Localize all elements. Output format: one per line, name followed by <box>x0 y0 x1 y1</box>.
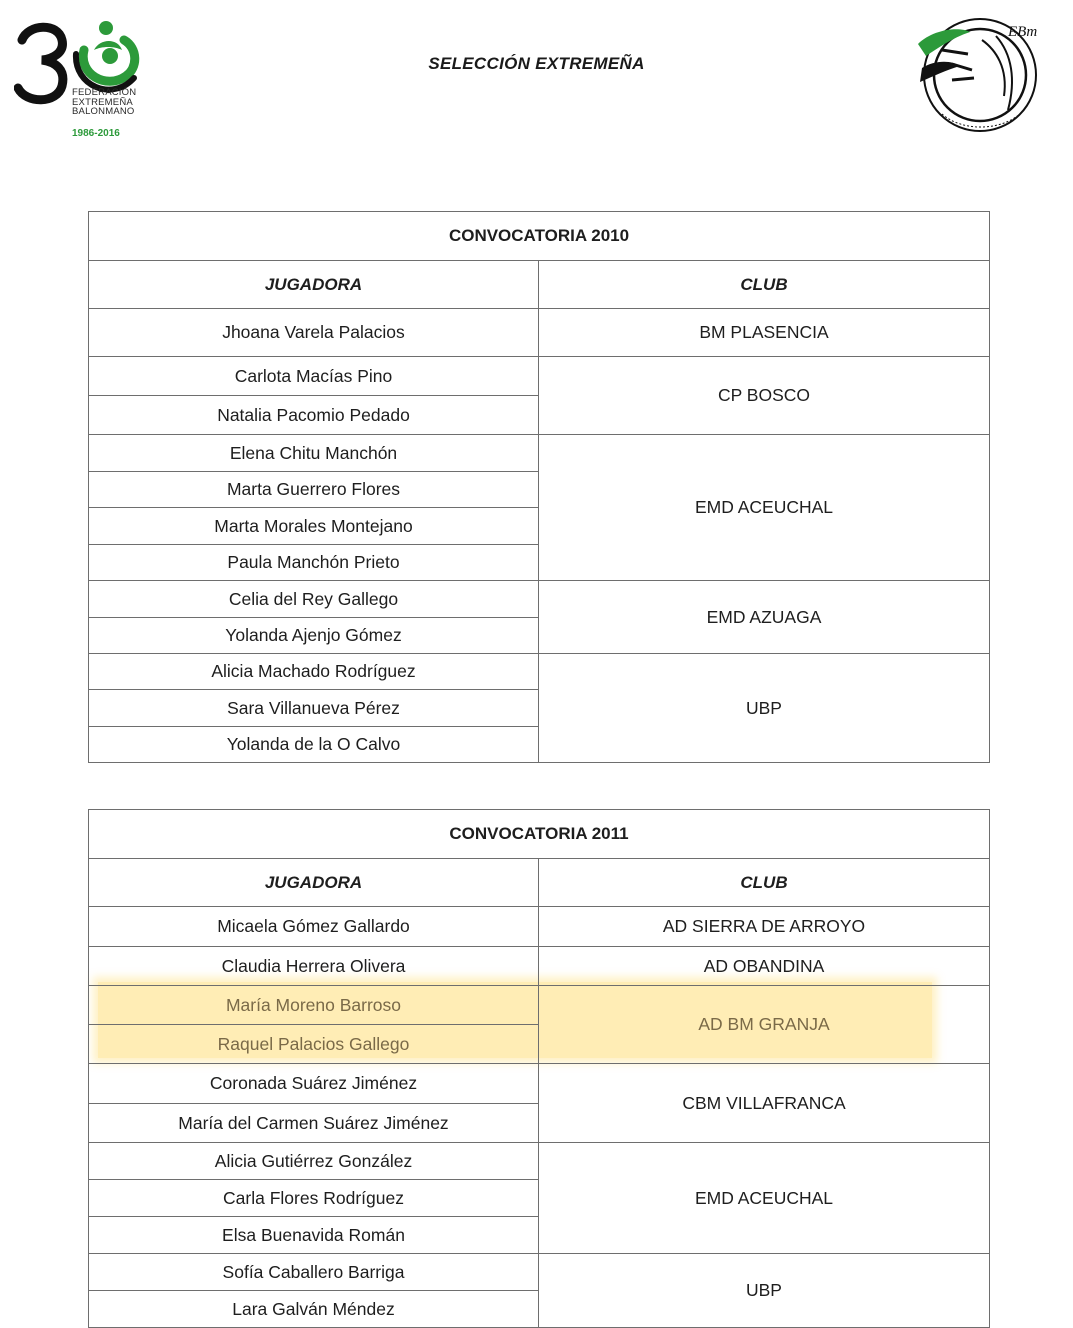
column-header-player: JUGADORA <box>89 859 539 907</box>
player-cell: Carlota Macías Pino <box>89 357 539 396</box>
player-cell: Yolanda Ajenjo Gómez <box>89 618 539 654</box>
convocatoria-2011-table <box>88 809 990 1328</box>
player-cell: Claudia Herrera Olivera <box>89 947 539 986</box>
player-cell: Elsa Buenavida Román <box>89 1217 539 1254</box>
caption-line-3: BALONMANO <box>72 106 135 117</box>
caption-line-2: EXTREMEÑA <box>72 96 133 108</box>
player-cell-highlighted: María Moreno Barroso <box>89 986 539 1025</box>
convocatoria-2010-table <box>88 211 990 763</box>
player-cell: Elena Chitu Manchón <box>89 435 539 472</box>
player-cell: María del Carmen Suárez Jiménez <box>89 1104 539 1143</box>
player-cell: Alicia Gutiérrez González <box>89 1143 539 1180</box>
player-cell: Alicia Machado Rodríguez <box>89 654 539 690</box>
player-cell: Lara Galván Méndez <box>89 1291 539 1328</box>
player-cell: Paula Manchón Prieto <box>89 545 539 581</box>
page-title: SELECCIÓN EXTREMEÑA <box>428 54 645 73</box>
fexbm-seal-icon <box>912 10 1047 140</box>
column-header-club: CLUB <box>539 261 990 309</box>
fexbm-seal-logo <box>912 10 1047 140</box>
player-cell: Celia del Rey Gallego <box>89 581 539 618</box>
player-cell: Marta Morales Montejano <box>89 508 539 545</box>
club-cell: EMD ACEUCHAL <box>539 1143 990 1254</box>
table-title: CONVOCATORIA 2010 <box>89 212 990 261</box>
svg-text:EBm: EBm <box>1008 24 1038 40</box>
table-title: CONVOCATORIA 2011 <box>89 810 990 859</box>
club-cell-highlighted: AD BM GRANJA <box>539 986 990 1064</box>
column-header-club: CLUB <box>539 859 990 907</box>
player-cell: Carla Flores Rodríguez <box>89 1180 539 1217</box>
federation-caption <box>72 88 136 117</box>
club-cell: EMD ACEUCHAL <box>539 435 990 581</box>
player-cell: Micaela Gómez Gallardo <box>89 907 539 947</box>
player-cell: Jhoana Varela Palacios <box>89 309 539 357</box>
club-cell: CBM VILLAFRANCA <box>539 1064 990 1143</box>
club-cell: EMD AZUAGA <box>539 581 990 654</box>
player-cell: Yolanda de la O Calvo <box>89 727 539 763</box>
club-cell: UBP <box>539 1254 990 1328</box>
player-cell: Sara Villanueva Pérez <box>89 690 539 727</box>
caption-line-1: FEDERACIÓN <box>72 87 137 98</box>
club-cell: BM PLASENCIA <box>539 309 990 357</box>
player-cell: Coronada Suárez Jiménez <box>89 1064 539 1104</box>
club-cell: AD SIERRA DE ARROYO <box>539 907 990 947</box>
club-cell: CP BOSCO <box>539 357 990 435</box>
anniversary-years: 1986-2016 <box>72 128 120 139</box>
player-cell: Sofía Caballero Barriga <box>89 1254 539 1291</box>
club-cell: AD OBANDINA <box>539 947 990 986</box>
player-cell: Marta Guerrero Flores <box>89 472 539 508</box>
player-cell-highlighted: Raquel Palacios Gallego <box>89 1025 539 1064</box>
player-cell: Natalia Pacomio Pedado <box>89 396 539 435</box>
club-cell: UBP <box>539 654 990 763</box>
column-header-player: JUGADORA <box>89 261 539 309</box>
